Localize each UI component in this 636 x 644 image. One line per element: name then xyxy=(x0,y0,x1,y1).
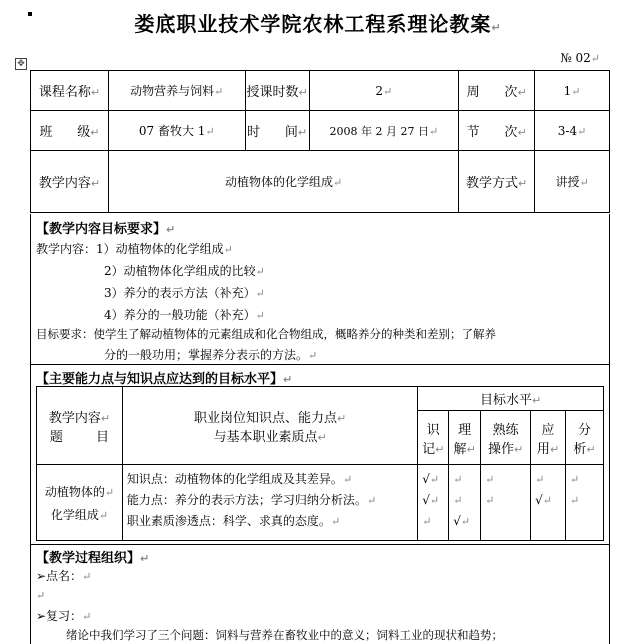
level-understand: 理 解↵ xyxy=(449,411,481,465)
course-info-table xyxy=(30,70,610,213)
content-value: 动植物体的化学组成↵ xyxy=(108,151,458,213)
course-name-value: 动物营养与饲料↵ xyxy=(108,71,245,111)
section-label: 节 次↵ xyxy=(459,111,535,151)
content-label: 教学内容↵ xyxy=(31,151,109,213)
class-label: 班 级↵ xyxy=(31,111,109,151)
col-content-header: 教学内容↵ 题 目 xyxy=(37,387,123,465)
row-topic: 动植物体的↵ 化学组成↵ xyxy=(37,465,123,541)
review-text: 绪论中我们学习了三个问题：饲料与营养在畜牧业中的意义；饲料工业的现状和趋势； xyxy=(66,628,503,642)
check-cell: √↵ √↵ ↵ xyxy=(418,465,449,541)
goal-item: 4）养分的一般功能（补充）↵ xyxy=(104,308,265,322)
time-label: 时 间↵ xyxy=(245,111,309,151)
row-points: 知识点：动植物体的化学组成及其差异。↵ 能力点：养分的表示方法；学习归纳分析法。↵ 职业素质渗透点：科学、求真的态度。↵ xyxy=(122,465,417,541)
level-analyze: 分 析↵ xyxy=(566,411,604,465)
time-value: 2008 年 2 月 27 日↵ xyxy=(309,111,459,151)
level-recall: 识 记↵ xyxy=(418,411,449,465)
course-name-label: 课程名称↵ xyxy=(31,71,109,111)
col-target-header: 目标水平↵ xyxy=(418,387,604,411)
goals-heading: 【教学内容目标要求】↵ xyxy=(36,222,176,237)
target-requirement-line2: 分的一般功用；掌握养分表示的方法。↵ xyxy=(104,348,318,362)
level-apply: 应 用↵ xyxy=(531,411,566,465)
table-move-handle-icon[interactable]: ✥ xyxy=(15,58,27,70)
roll-call: ➢点名：↵ xyxy=(36,569,92,583)
review: ➢复习：↵ xyxy=(36,609,92,623)
week-label: 周 次↵ xyxy=(459,71,535,111)
page-title: 娄底职业技术学院农林工程系理论教案↵ xyxy=(134,12,502,36)
section-value: 3-4↵ xyxy=(535,111,610,151)
check-cell: ↵ √↵ xyxy=(531,465,566,541)
check-cell: ↵ ↵ √↵ xyxy=(449,465,481,541)
week-value: 1↵ xyxy=(535,71,610,111)
process-heading: 【教学过程组织】↵ xyxy=(36,551,150,566)
hours-value: 2↵ xyxy=(309,71,459,111)
document-number: № 02↵ xyxy=(560,51,600,65)
goal-item: 3）养分的表示方法（补充）↵ xyxy=(104,286,265,300)
method-label: 教学方式↵ xyxy=(459,151,535,213)
method-value: 讲授↵ xyxy=(535,151,610,213)
ability-heading: 【主要能力点与知识点应达到的目标水平】↵ xyxy=(36,372,293,387)
ability-table xyxy=(36,386,604,541)
goal-item: 教学内容：1）动植物体的化学组成↵ xyxy=(36,242,233,256)
check-cell: ↵ ↵ xyxy=(481,465,531,541)
hours-label: 授课时数↵ xyxy=(245,71,309,111)
class-value: 07 畜牧大 1↵ xyxy=(108,111,245,151)
target-requirement-line1: 目标要求：使学生了解动植物体的元素组成和化合物组成，概略养分的种类和差别；了解养 xyxy=(36,327,496,341)
goal-item: 2）动植物体化学组成的比较↵ xyxy=(104,264,265,278)
level-operate: 熟练 操作↵ xyxy=(481,411,531,465)
check-cell: ↵ ↵ xyxy=(566,465,604,541)
col-points-header: 职业岗位知识点、能力点↵ 与基本职业素质点↵ xyxy=(122,387,417,465)
empty-paragraph: ↵ xyxy=(36,589,46,602)
